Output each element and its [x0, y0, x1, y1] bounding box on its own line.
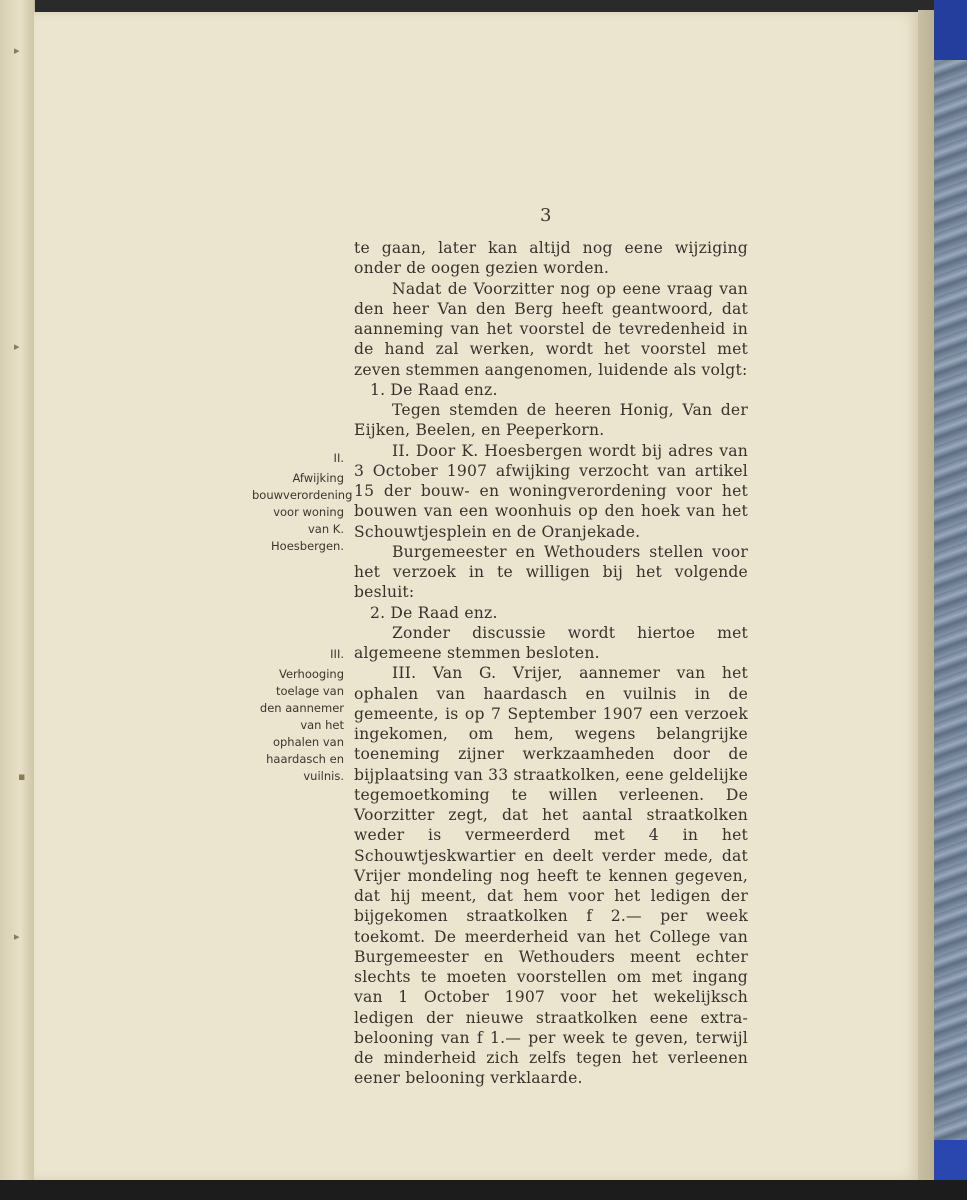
- paragraph: II. Door K. Hoesbergen wordt bij adres van 3 October 1907 afwijking verzocht van artikel 15 der bouw- en woningverordening voor het bouwen van een woonhuis op den hoek van het Schouwtjesplein en de Oranjekade.: [354, 441, 748, 541]
- gutter-mark: ▸: [14, 930, 20, 943]
- margin-note-number: III.: [330, 647, 344, 661]
- book-cover: [934, 0, 967, 1200]
- page-number: 3: [540, 205, 552, 226]
- gutter-mark: ▸: [14, 340, 20, 353]
- margin-note-ii: [252, 450, 353, 555]
- paragraph: 2. De Raad enz.: [370, 603, 498, 622]
- cover-corner-top: [934, 0, 967, 60]
- margin-note-text: Afwijking bouwverordening voor woning van K. Hoesbergen.: [252, 471, 353, 553]
- margin-note-iii: [252, 646, 344, 785]
- paragraph: 1. De Raad enz.: [370, 380, 498, 399]
- margin-note-text: Verhooging toelage van den aannemer van het ophalen van haardasch en vuilnis.: [259, 667, 344, 783]
- paragraph: Tegen stemden de heeren Honig, Van der Eijken, Beelen, en Peeperkorn.: [354, 401, 748, 440]
- paragraph: Nadat de Voorzitter nog op eene vraag van den heer Van den Berg heeft geantwoord, dat aanneming van het voorstel de tevredenheid in de hand zal werken, wordt het voorstel met zeven stemmen aangenomen, luidende als volgt:: [354, 279, 748, 379]
- gutter-mark: ▪: [18, 770, 26, 783]
- gutter-mark: ▸: [14, 44, 20, 57]
- paragraph: III. Van G. Vrijer, aannemer van het ophalen van haardasch en vuilnis in de gemeente, is op 7 September 1907 een verzoek ingekomen, om hem, wegens belangrijke toeneming zijner werkzaamheden door de bijplaatsing van 33 straatkolken, eene geldelijke tegemoetkoming te willen verleenen. De Voorzitter zegt, dat het aantal straatkolken weder is vermeerderd met 4 in het Schouwtjeskwartier en deelt verder mede, dat Vrijer mondeling nog heeft te kennen gegeven, dat hij meent, dat hem voor het ledigen der bijgekomen straatkolken f 2.— per week toekomt. De meerderheid van het College van Burgemeester en Wethouders meent echter slechts te moeten voorstellen om met ingang van 1 October 1907 voor het wekelijksch ledigen der nieuwe straatkolken eene extra-belooning van f 1.— per week te geven, terwijl de minderheid zich zelfs tegen het verleenen eener belooning verklaarde.: [354, 664, 748, 1088]
- paragraph: Zonder discussie wordt hiertoe met algemeene stemmen besloten.: [354, 623, 748, 662]
- book-gutter: [0, 0, 35, 1200]
- paragraph: te gaan, later kan altijd nog eene wijziging onder de oogen gezien worden.: [354, 239, 748, 278]
- paragraph: Burgemeester en Wethouders stellen voor het verzoek in te willigen bij het volgende besluit:: [354, 542, 748, 602]
- bottom-edge: [0, 1180, 967, 1200]
- body-text: [354, 238, 748, 1089]
- margin-note-number: II.: [333, 451, 344, 465]
